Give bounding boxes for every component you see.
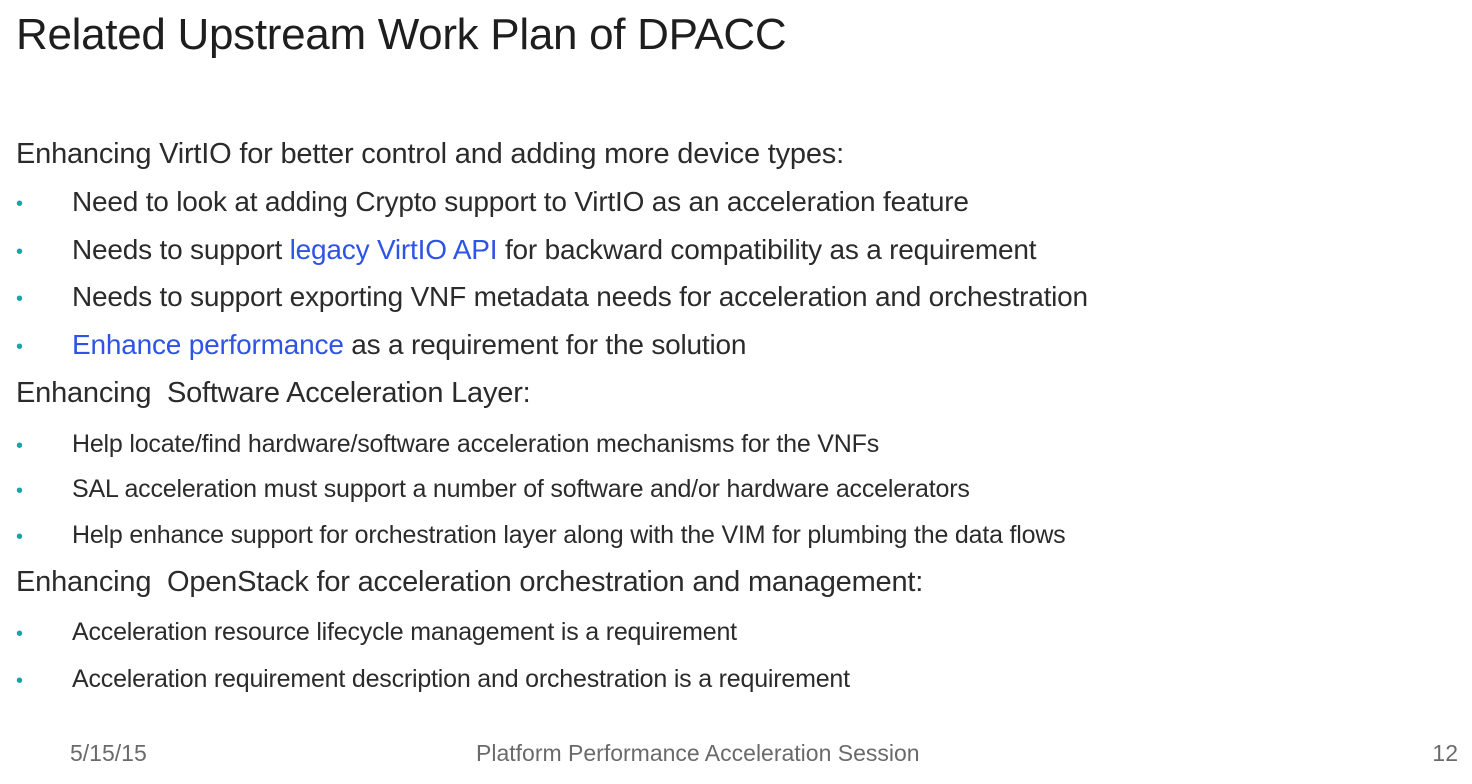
bullet-icon: •: [16, 623, 24, 645]
bullet-icon: •: [16, 670, 24, 692]
link-enhance-performance[interactable]: Enhance performance: [72, 329, 344, 360]
section-heading-openstack: Enhancing OpenStack for acceleration orchestration and management:: [16, 566, 924, 598]
bullet-icon: •: [16, 435, 24, 457]
bullet-text: Help locate/find hardware/software acceleration mechanisms for the VNFs: [72, 430, 880, 458]
footer-session-title: Platform Performance Acceleration Session: [476, 740, 920, 766]
bullet-icon: •: [16, 336, 24, 358]
bullet-icon: •: [16, 526, 24, 548]
section-heading-virtio: Enhancing VirtIO for better control and adding more device types:: [16, 138, 844, 170]
bullet-text: Help enhance support for orchestration layer along with the VIM for plumbing the data flows: [72, 521, 1066, 549]
bullet-text-post: for backward compatibility as a requirement: [497, 234, 1037, 265]
bullet-icon: •: [16, 241, 24, 263]
section-heading-sal: Enhancing Software Acceleration Layer:: [16, 377, 531, 409]
bullet-text: [72, 329, 746, 361]
link-legacy-virtio-api[interactable]: legacy VirtIO API: [289, 234, 498, 265]
bullet-text: [72, 234, 1036, 266]
bullet-text: Acceleration resource lifecycle management is a requirement: [72, 618, 737, 646]
bullet-text-pre: Need to look at adding Crypto support to VirtIO as an acceleration feature: [72, 186, 969, 217]
footer-date: 5/15/15: [70, 740, 147, 766]
bullet-icon: •: [16, 288, 24, 310]
bullet-text: SAL acceleration must support a number of software and/or hardware accelerators: [72, 475, 970, 503]
footer-page-number: 12: [1432, 740, 1458, 766]
bullet-icon: •: [16, 193, 24, 215]
bullet-text: Acceleration requirement description and orchestration is a requirement: [72, 665, 850, 693]
bullet-text-pre: Needs to support exporting VNF metadata needs for acceleration and orchestration: [72, 281, 1088, 312]
bullet-text: [72, 186, 969, 218]
bullet-text-pre: Needs to support: [72, 234, 290, 265]
bullet-icon: •: [16, 480, 24, 502]
bullet-text: [72, 281, 1088, 313]
slide-title: Related Upstream Work Plan of DPACC: [16, 10, 787, 59]
bullet-text-post: as a requirement for the solution: [343, 329, 747, 360]
